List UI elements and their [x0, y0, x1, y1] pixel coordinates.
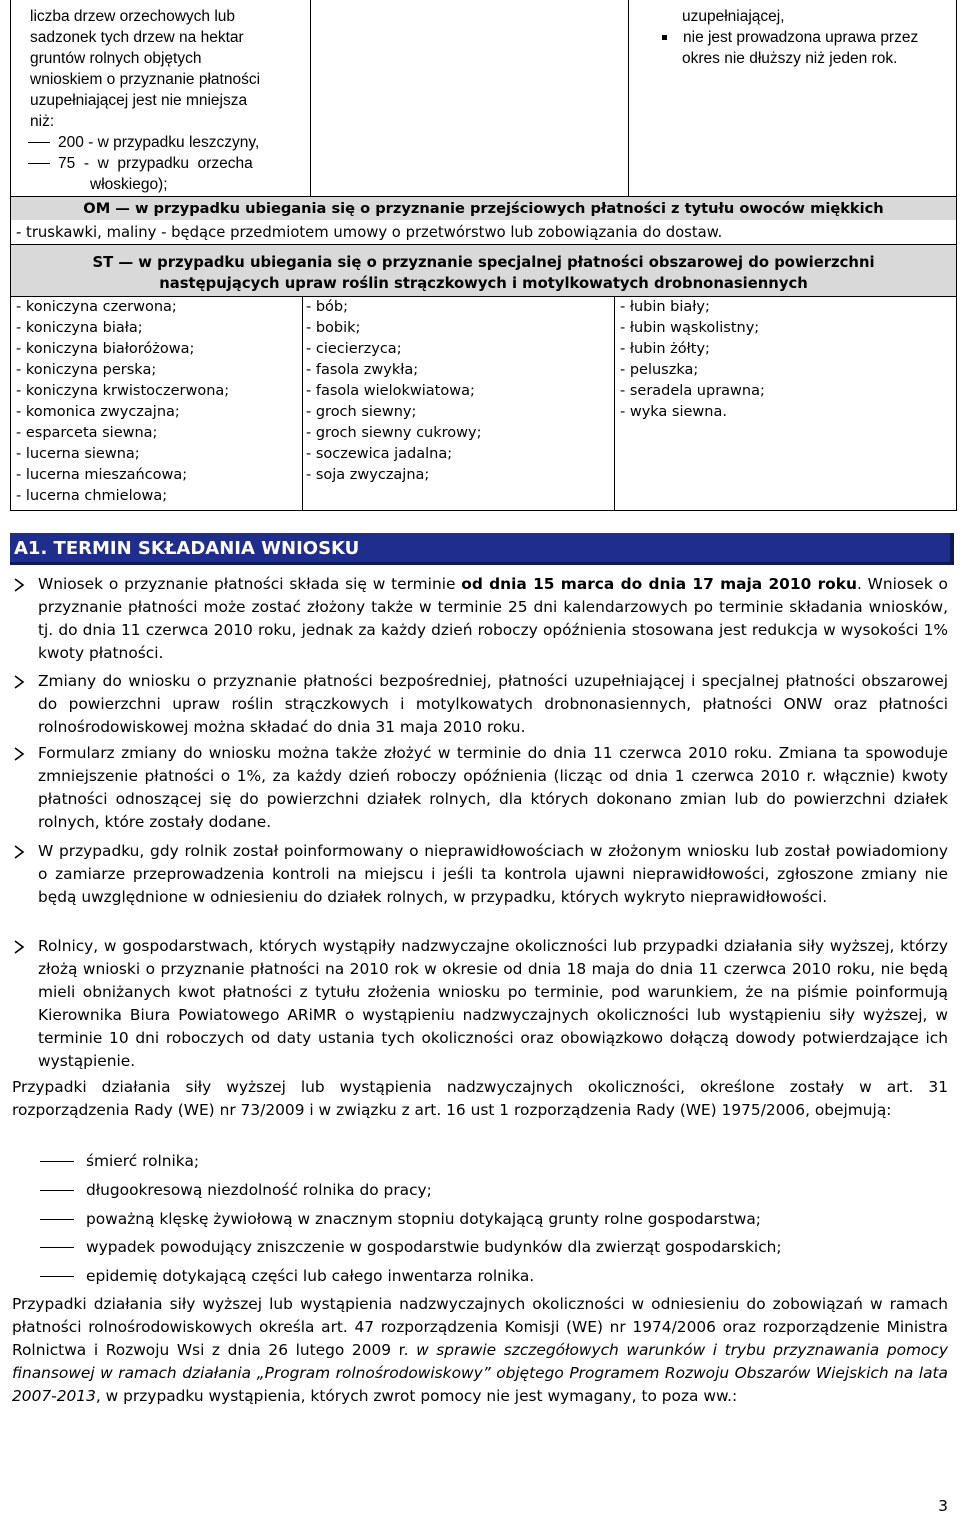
list-item: - lucerna chmielowa;	[16, 488, 168, 504]
left-line: włoskiego);	[90, 176, 168, 193]
arrow-bullet-icon	[12, 675, 26, 689]
page-number: 3	[938, 1497, 948, 1515]
bullet-paragraph-3: Formularz zmiany do wniosku można także złożyć w terminie do dnia 11 czerwca 2010 roku. Zmiana ta spowoduje zmniejszenie płatności o 1%, za każdy dzień roboczy opóźnienia (licząc od dnia 1 czerwca 2010 r. włącznie) kwoty płatności odnoszącej się do powierzchni działek rolnych, dla których dokonano zmian lub do powierzchni działek rolnych, które zostały dodane.	[38, 744, 948, 831]
bullet-paragraph-1	[38, 573, 948, 665]
deadline-bold: od dnia 15 marca do dnia 17 maja 2010 roku	[461, 575, 857, 593]
regulation-title-italic: w sprawie szczegółowych warunków i trybu przyznawania pomocy finansowej w ramach działania „Program rolnośrodowiskowy” objętego Programem Rozwoju Obszarów Wiejskich na lata 2007-2013	[12, 1341, 948, 1405]
left-line: sadzonek tych drzew na hektar	[30, 29, 244, 46]
list-item: - koniczyna białoróżowa;	[16, 341, 195, 357]
list-item: - esparceta siewna;	[16, 425, 158, 441]
list-item: - wyka siewna.	[620, 404, 727, 420]
force-majeure-paragraph: Przypadki działania siły wyższej lub wystąpienia nadzwyczajnych okoliczności, określone zostały w art. 31 rozporządzenia Rady (WE) nr 73/2009 i w związku z art. 16 ust 1 rozporządzenia Rady (WE) 1975/2006, obejmują:	[12, 1078, 948, 1119]
list-item: - koniczyna perska;	[16, 362, 157, 378]
text-run: , w przypadku wystąpienia, których zwrot pomocy nie jest wymagany, to poza ww.:	[95, 1387, 738, 1405]
list-item: - ciecierzyca;	[306, 341, 402, 357]
dash-icon	[28, 142, 50, 143]
list-item: - łubin żółty;	[620, 341, 710, 357]
left-line: uzupełniającej jest nie mniejsza	[30, 92, 248, 109]
bullet-paragraph-2: Zmiany do wniosku o przyznanie płatności bezpośredniej, płatności uzupełniającej i specjalnej płatności obszarowej do powierzchni upraw roślin strączkowych i motylkowatych drobnonasiennych, płatności ONW oraz płatności rolnośrodowiskowej można składać do dnia 31 maja 2010 roku.	[38, 672, 948, 736]
square-bullet-icon	[662, 35, 667, 40]
right-cell	[682, 6, 954, 27]
st-header-line: następujących upraw roślin strączkowych i motylkowatych drobnonasiennych	[159, 275, 808, 292]
list-item: - fasola wielokwiatowa;	[306, 383, 475, 399]
list-item: - peluszka;	[620, 362, 699, 378]
list-item: - komonica zwyczajna;	[16, 404, 180, 420]
list-item: - łubin wąskolistny;	[620, 320, 760, 336]
right-line: okres nie dłuższy niż jeden rok.	[682, 50, 898, 67]
left-dash-item: 200 - w przypadku leszczyny,	[58, 134, 260, 151]
list-item: długookresową niezdolność rolnika do pracy;	[86, 1181, 432, 1199]
list-item: - fasola zwykła;	[306, 362, 419, 378]
right-line: nie jest prowadzona uprawa przez	[683, 29, 919, 46]
dash-icon	[40, 1247, 74, 1248]
dash-icon	[40, 1190, 74, 1191]
list-item: - groch siewny;	[306, 404, 417, 420]
left-line: wnioskiem o przyznanie płatności	[30, 71, 261, 88]
dash-icon	[40, 1276, 74, 1277]
bullet-paragraph-5: Rolnicy, w gospodarstwach, których wystąpiły nadzwyczajne okoliczności lub przypadki działania siły wyższej, którzy złożą wnioski o przyznanie płatności na 2010 rok w okresie od dnia 18 maja do dnia 11 czerwca 2010 roku, nie będą mieli obniżanych kwot płatności z tytułu złożenia wniosku po terminie, pod warunkiem, że na piśmie poinformują Kierownika Biura Powiatowego ARiMR o wystąpieniu nadzwyczajnych okoliczności lub wystąpieniu siły wyższej, w terminie 10 dni roboczych od daty ustania tych okoliczności oraz obowiązkowo dołączą dowody potwierdzające ich wystąpienie.	[38, 937, 948, 1070]
crop-column-1	[16, 297, 301, 507]
om-text: - truskawki, maliny - będące przedmiotem umowy o przetwórstwo lub zobowiązania do dostaw.	[16, 224, 723, 241]
om-header: OM — w przypadku ubiegania się o przyznanie przejściowych płatności z tytułu owoców miękkich	[11, 197, 956, 220]
dash-icon	[40, 1161, 74, 1162]
list-item: - groch siewny cukrowy;	[306, 425, 482, 441]
left-dash-item: 75 - w przypadku orzecha	[58, 155, 253, 172]
crop-column-3	[620, 297, 950, 423]
st-header-line: ST — w przypadku ubiegania się o przyznanie specjalnej płatności obszarowej do powierzchni	[92, 254, 875, 271]
arrow-bullet-icon	[12, 578, 26, 592]
text-run: . Wniosek o przyznanie płatności może zostać złożony także w terminie 25 dni kalendarzowych po terminie składania wniosków, tj. do dnia 11 czerwca 2010 roku, jednak za każdy dzień roboczy opóźnienia stosowana jest redukcja w wysokości 1% kwoty płatności.	[38, 575, 948, 662]
left-line: liczba drzew orzechowych lub	[30, 8, 236, 25]
st-header	[11, 245, 956, 296]
right-line: uzupełniającej,	[682, 8, 785, 25]
list-item: wypadek powodujący zniszczenie w gospodarstwie budynków dla zwierząt gospodarskich;	[86, 1238, 782, 1256]
list-item: - lucerna mieszańcowa;	[16, 467, 188, 483]
list-item: epidemię dotykającą części lub całego inwentarza rolnika.	[86, 1267, 535, 1285]
arrow-bullet-icon	[12, 747, 26, 761]
list-item: - łubin biały;	[620, 299, 710, 315]
left-cell	[30, 6, 300, 195]
dash-icon	[28, 163, 50, 164]
list-item: - koniczyna biała;	[16, 320, 143, 336]
bullet-paragraph-4: W przypadku, gdy rolnik został poinformowany o nieprawidłowościach w złożonym wniosku lub został powiadomiony o zamiarze przeprowadzenia kontroli na miejscu i jeśli ta kontrola ujawni nieprawidłowości, zgłoszone zmiany nie będą uwzględnione w odniesieniu do działek rolnych, w przypadku, których wykryto nieprawidłowości.	[38, 842, 948, 906]
left-line: gruntów rolnych objętych	[30, 50, 202, 67]
dash-icon	[40, 1219, 74, 1220]
section-title: A1. TERMIN SKŁADANIA WNIOSKU	[10, 533, 954, 565]
left-line: niż:	[30, 113, 55, 130]
list-item: - soja zwyczajna;	[306, 467, 430, 483]
list-item: - bobik;	[306, 320, 361, 336]
list-item: - seradela uprawna;	[620, 383, 765, 399]
list-item: - koniczyna czerwona;	[16, 299, 177, 315]
crop-column-2	[306, 297, 611, 486]
list-item: - koniczyna krwistoczerwona;	[16, 383, 230, 399]
list-item: - bób;	[306, 299, 349, 315]
list-item: śmierć rolnika;	[86, 1152, 200, 1170]
text-run: Wniosek o przyznanie płatności składa się w terminie	[38, 575, 462, 593]
agri-environment-paragraph	[12, 1293, 948, 1408]
arrow-bullet-icon	[12, 845, 26, 859]
list-item: poważną klęskę żywiołową w znacznym stopniu dotykającą grunty rolne gospodarstwa;	[86, 1210, 761, 1228]
arrow-bullet-icon	[12, 940, 26, 954]
list-item: - soczewica jadalna;	[306, 446, 453, 462]
text-run: Przypadki działania siły wyższej lub wystąpienia nadzwyczajnych okoliczności w odniesieniu do zobowiązań w ramach płatności rolnośrodowiskowych określa art. 47 rozporządzenia Komisji (WE) nr 1974/2006 oraz rozporządzenie Ministra Rolnictwa i Rozwoju Wsi z dnia 26 lutego 2009 r.	[12, 1295, 948, 1359]
list-item: - lucerna siewna;	[16, 446, 140, 462]
